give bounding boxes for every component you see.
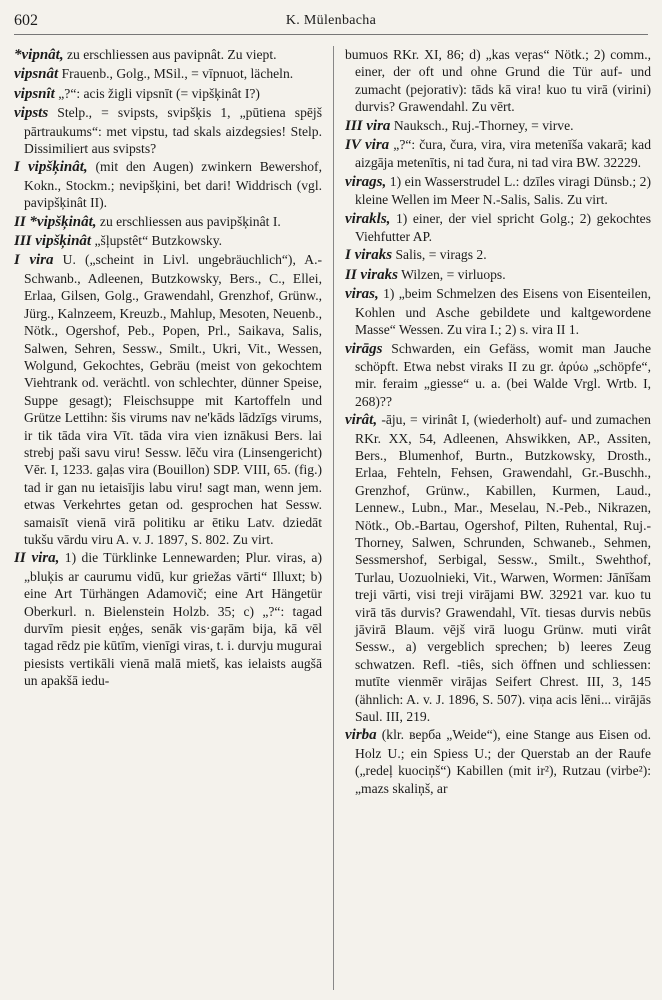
- dictionary-entry: [345, 340, 651, 411]
- dictionary-entry: [14, 85, 322, 103]
- entry-text: Schwarden, ein Gefäss, womit man Jauche schöpft. Etwa nebst viraks II zu gr. ἀρύω „schöpfe“, mir. feraim „giesse“ u. a. (bei Walde Vrgl. Wrtb. I, 268)??: [355, 340, 651, 409]
- dictionary-entry: [345, 173, 651, 209]
- column-divider: [333, 46, 334, 990]
- headword: IV vira: [345, 137, 390, 154]
- dictionary-entry: [345, 266, 651, 284]
- entry-text: „šļupstêt“ Butzkowsky.: [94, 233, 223, 249]
- entry-text: 1) „beim Schmelzen des Eisens von Eisenteilen, Kohlen und Asche gebildete und kaltgewordene Masse“ Wessen. Zu vira I.; 2) s. vira II 1.: [355, 286, 651, 338]
- headword: viras,: [345, 286, 379, 303]
- headword: II viraks: [345, 266, 398, 283]
- dictionary-entry: [345, 726, 651, 797]
- headword: I vipšķinât,: [14, 159, 88, 176]
- headword: virba: [345, 727, 377, 744]
- headword: *vipnât,: [14, 47, 64, 63]
- entry-text: 1) die Türklinke Lennewarden; Plur. viras, a) „bluķis ar caurumu vidū, kur griežas vārti“ Illuxt; b) eine Art Türhängen Adamovič; eine Art Hängetür Oberkurl. n. Bielenstein Holzb. 35; c) „?“: tagad durvīm piesit eņģes, senāk vis·gaŗām bija, kā vēl tagad rēdz pie kūtīm, vienīgi viras, t. i. durvju mugurai piesists vertikāli vienā malā mietš, kas ielaists augšā un apakšā iedu-: [24, 550, 322, 689]
- headword: III vipšķinât: [14, 233, 92, 250]
- dictionary-entry: [345, 117, 651, 135]
- entry-text: „?“: acis žigli vipsnīt (= vipšķinât I?): [58, 85, 260, 101]
- headword: virāgs: [345, 340, 383, 357]
- headword: vipsnât: [14, 66, 59, 83]
- running-title: K. Mülenbacha: [285, 13, 377, 28]
- dictionary-entry: [14, 251, 322, 548]
- headword: I vira: [14, 252, 54, 269]
- dictionary-entry: [14, 549, 322, 689]
- headword: vipsnît: [14, 85, 55, 102]
- headword: virags,: [345, 173, 387, 190]
- dictionary-entry: [14, 213, 322, 231]
- dictionary-entry: [14, 158, 322, 211]
- dictionary-entry: [345, 411, 651, 725]
- page-number: 602: [14, 12, 38, 29]
- headword: vipsts: [14, 105, 49, 122]
- dictionary-entry: [345, 136, 651, 172]
- right-column: [345, 46, 651, 992]
- entry-text: zu erschliessen aus pavipnât. Zu viept.: [67, 47, 277, 62]
- entry-text: Nauksch., Ruj.-Thorney, = virve.: [393, 117, 574, 133]
- page-header: [14, 8, 648, 35]
- entry-text: Wilzen, = virluops.: [401, 266, 506, 282]
- headword: virât,: [345, 412, 378, 429]
- dictionary-entry: [14, 46, 322, 64]
- entry-text: (klr. верба „Weide“), eine Stange aus Eisen od. Holz U.; ein Spiess U.; der Querstab an der Raufe („redeļ kuociņš“) Kabillen (mit ir²), Rutzau (virbe²): „mazs skaliņš, ar: [355, 727, 651, 796]
- dictionary-entry: [345, 246, 651, 264]
- entry-text: 1) ein Wasserstrudel L.: dzīles viragi Dünsb.; 2) kleine Wellen im Meer N.-Salis, Salis. Zu virt.: [355, 173, 651, 208]
- headword: II vira,: [14, 550, 60, 567]
- entry-text: bumuos RKr. XI, 86; d) „kas veŗas“ Nötk.; 2) comm., einer, der oft und ohne Grund die Tür auf- und zumacht (pejorativ): tāds kā vira! kuo tu virā (virini) durvis? Grawendahl. Zu vērt.: [345, 47, 651, 115]
- dictionary-entry: [345, 285, 651, 338]
- headword: virakls,: [345, 210, 391, 227]
- entry-text: U. („scheint in Livl. ungebräuchlich“), A.-Schwanb., Adleenen, Butzkowsky, Bers., C., Ellei, Erlaa, Gilsen, Golg., Grawendahl, Grenzhof, Grünw., Jürg., Kalnzeem, Kreuzb., Mahlup, Mesoten, Neuenb., Nötk., Ogershof, Peb., Popen, Prl., Saikava, Salis, Salwen, Sehren, Sessw., Smilt., Ukri, Vit., Wessen, Wolgund, Gekochtes, Gebräu (meist von gekochtem Viehtrank od. verächtl. von schlechter, dünner Speise, Suppe gesagt); Fleischsuppe mit Kartoffeln und Grütze Lettihn: šis virums nav ne'kāds lādzīgs virums, ir tik tāda vira Vīt. tāda vira vien iznākusi Bers. lai strebj paši savu viru! Sessw. lēču vira (Linsengericht) Vēr. I, 1233. gaļas vira (Bouillon) SDP. VIII, 65. (fig.) tad ir gan nu ietaisījis labu viru! sagt man, wenn jem. etwas Verkehrtes getan od. gesprochen hat Sessw. samaisīt vienā virā politiku ar ētiku Latv. dziedāt tukšu vārdu viru A. v. J. 1897, S. 802. Zu virt.: [24, 252, 322, 547]
- entry-text: „?“: čura, čura, vira, vira metenīša vakarā; kad aizgāja metenītis, ni tad čura, ni tad vira BW. 32229.: [355, 137, 651, 171]
- entry-text: zu erschliessen aus pavipšķinât I.: [99, 213, 281, 229]
- dictionary-entry: [14, 104, 322, 157]
- headword: I viraks: [345, 247, 393, 264]
- entry-text: Salis, = virags 2.: [395, 247, 487, 263]
- entry-text: -āju, = virinât I, (wiederholt) auf- und zumachen RKr. XX, 54, Adleenen, Ahswikken, AP., Assiten, Bers., Blumenhof, Burtn., Butzkowsky, Drosth., Erlaa, Fehteln, Fehsen, Grawendahl, Gr.-Buschh., Grenzhof, Grünw., Kabillen, Kurmen, Laud., Lennew., Lubn., Mar., Meselau, N.-Peb., Nikrazen, Nötk., Ob.-Bartau, Ogershof, Pilten, Ruhental, Ruj.-Thorney, Salwen, Schrunden, Schwaneb., Sehmen, Sessmershof, Serbigal, Sessw., Smilt., Swehthof, Turlau, Uozuolnieki, Vit., Warwen, Wormen: Jānīšam treji vārti, visi treji virājami BW. 32921 var. kuo tu virā tās durvis? Grawendahl, Vīt. tiesas durvis nebūs jāvirā Blaum. vējš virā luogu Grünw. muti virât Sessw., a) vergeblich sprechen; b) leeres Zeug schwatzen. Refl. -tiês, sich öffnen und schliessen: mutīte vienmēr virājas Seifert Chrest. III, 3, 145 (ähnlich: A. v. J. 1896, S. 507). viņa acis lēni... virājās Saul. III, 219.: [355, 412, 651, 725]
- entry-text: Frauenb., Golg., MSil., = vīpnuot, lächeln.: [61, 66, 294, 82]
- dictionary-entry: [14, 232, 322, 250]
- dictionary-entry: [14, 65, 322, 83]
- entry-text: Stelp., = svipsts, svipšķis 1, „pūtiena spējš pārtraukums“: met vipstu, tad skals aizdegsies! Stelp. Dissimiliert aus svipsts?: [24, 105, 322, 157]
- dictionary-entry: [345, 210, 651, 246]
- left-column: [14, 46, 322, 992]
- headword: III vira: [345, 117, 391, 134]
- entry-text: (mit den Augen) zwinkern Bewershof, Kokn., Stockm.; nevipšķini, bet dari! Widdrisch (vgl. pavipšķinât II).: [24, 159, 322, 211]
- headword: II *vipšķinât,: [14, 213, 97, 230]
- entry-text: 1) einer, der viel spricht Golg.; 2) gekochtes Viehfutter AP.: [355, 210, 651, 245]
- dictionary-entry: [345, 46, 651, 116]
